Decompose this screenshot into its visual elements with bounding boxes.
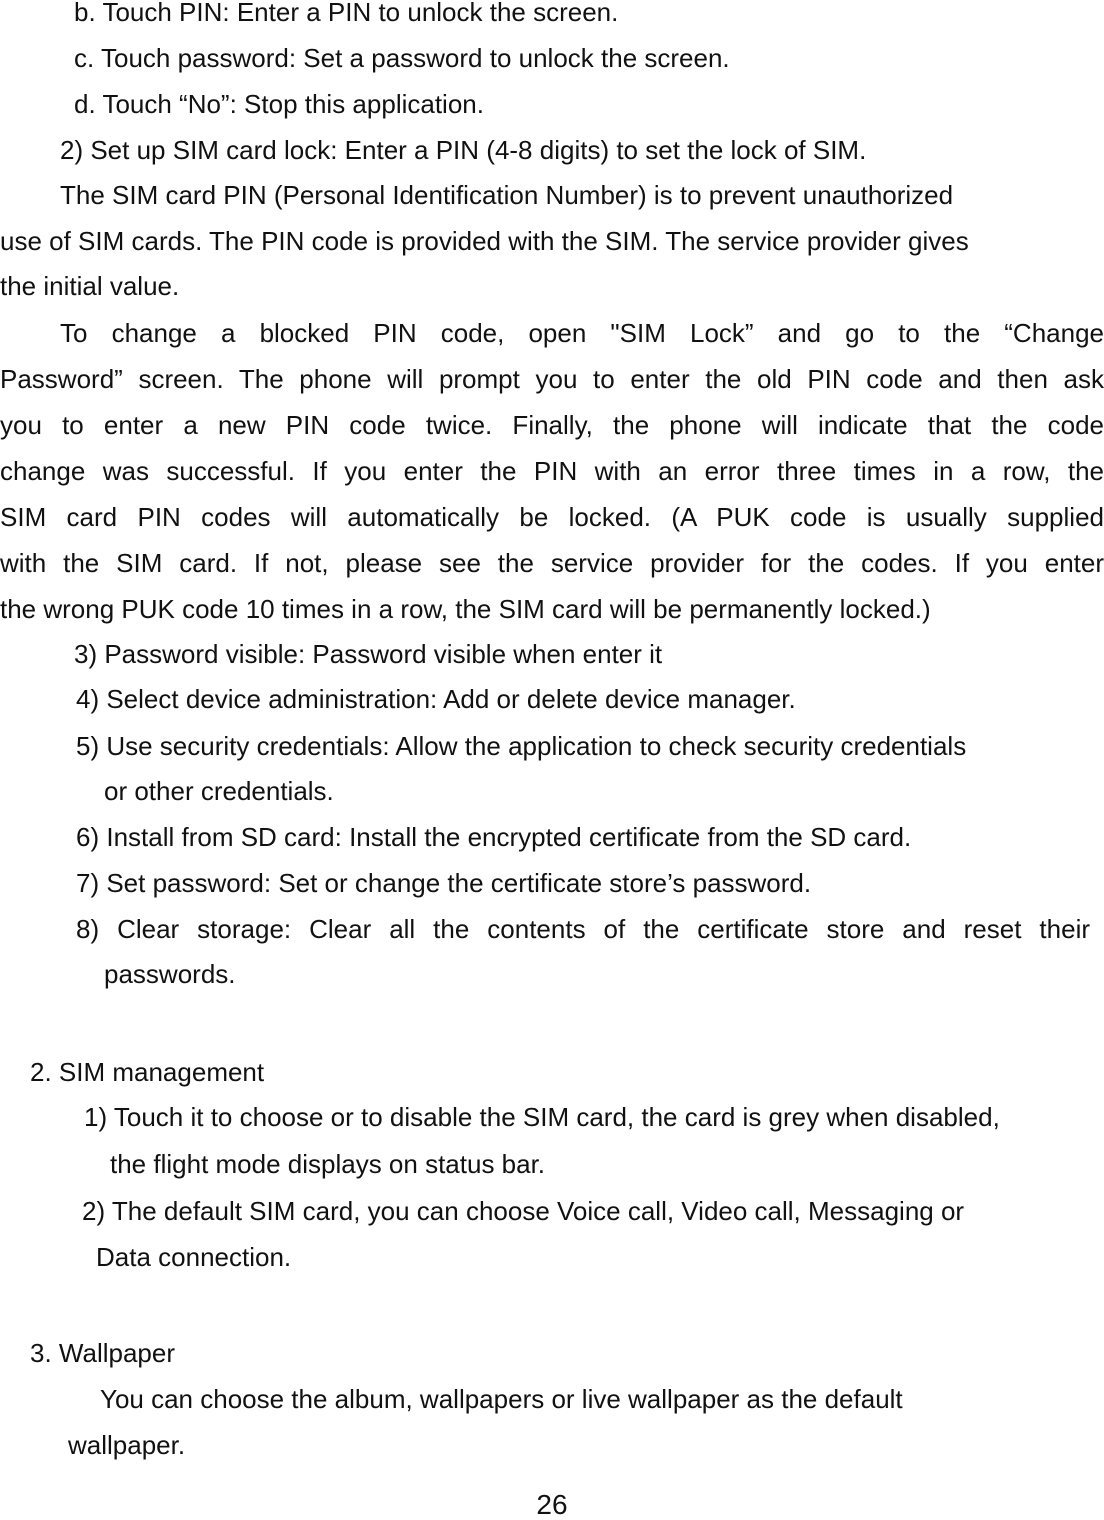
paragraph-line: change was successful. If you enter the PIN with an error three times in a row, the xyxy=(0,456,1104,486)
paragraph-line: To change a blocked PIN code, open "SIM Lock” and go to the “Change xyxy=(60,318,1104,348)
sim-lock-item: 2) Set up SIM card lock: Enter a PIN (4-8 digits) to set the lock of SIM. xyxy=(60,135,867,165)
paragraph-line: the wrong PUK code 10 times in a row, the SIM card will be permanently locked.) xyxy=(0,594,931,624)
lock-option-pin: b. Touch PIN: Enter a PIN to unlock the screen. xyxy=(74,0,619,27)
clear-storage-item: 8) Clear storage: Clear all the contents of the certificate store and reset their xyxy=(76,914,1090,944)
paragraph-line: SIM card PIN codes will automatically be locked. (A PUK code is usually supplied xyxy=(0,502,1104,532)
sim-management-item-2: 2) The default SIM card, you can choose Voice call, Video call, Messaging or xyxy=(82,1196,965,1226)
paragraph-line: Password” screen. The phone will prompt you to enter the old PIN code and then ask xyxy=(0,364,1104,394)
sim-management-heading: 2. SIM management xyxy=(30,1057,265,1087)
password-visible-item: 3) Password visible: Password visible when enter it xyxy=(74,639,663,669)
wallpaper-text: You can choose the album, wallpapers or live wallpaper as the default xyxy=(100,1384,903,1414)
clear-storage-item-cont: passwords. xyxy=(104,959,236,989)
paragraph-line: The SIM card PIN (Personal Identification Number) is to prevent unauthorized xyxy=(60,180,954,210)
security-credentials-item: 5) Use security credentials: Allow the application to check security credentials xyxy=(76,731,967,761)
paragraph-line: you to enter a new PIN code twice. Finally, the phone will indicate that the code xyxy=(0,410,1104,440)
install-sd-card-item: 6) Install from SD card: Install the encrypted certificate from the SD card. xyxy=(76,822,912,852)
wallpaper-text-cont: wallpaper. xyxy=(68,1430,186,1460)
wallpaper-heading: 3. Wallpaper xyxy=(30,1338,175,1368)
paragraph-line: use of SIM cards. The PIN code is provided with the SIM. The service provider gives xyxy=(0,226,969,256)
paragraph-line: with the SIM card. If not, please see the service provider for the codes. If you enter xyxy=(0,548,1104,578)
set-password-item: 7) Set password: Set or change the certificate store’s password. xyxy=(76,868,812,898)
security-credentials-item-cont: or other credentials. xyxy=(104,776,334,806)
device-administration-item: 4) Select device administration: Add or delete device manager. xyxy=(76,684,796,714)
lock-option-no: d. Touch “No”: Stop this application. xyxy=(74,89,484,119)
lock-option-password: c. Touch password: Set a password to unlock the screen. xyxy=(74,43,730,73)
paragraph-line: the initial value. xyxy=(0,271,180,301)
sim-management-item-1: 1) Touch it to choose or to disable the SIM card, the card is grey when disabled, xyxy=(84,1102,1000,1132)
sim-management-item-2-cont: Data connection. xyxy=(96,1242,292,1272)
sim-management-item-1-cont: the flight mode displays on status bar. xyxy=(110,1149,546,1179)
page-number: 26 xyxy=(536,1489,568,1520)
